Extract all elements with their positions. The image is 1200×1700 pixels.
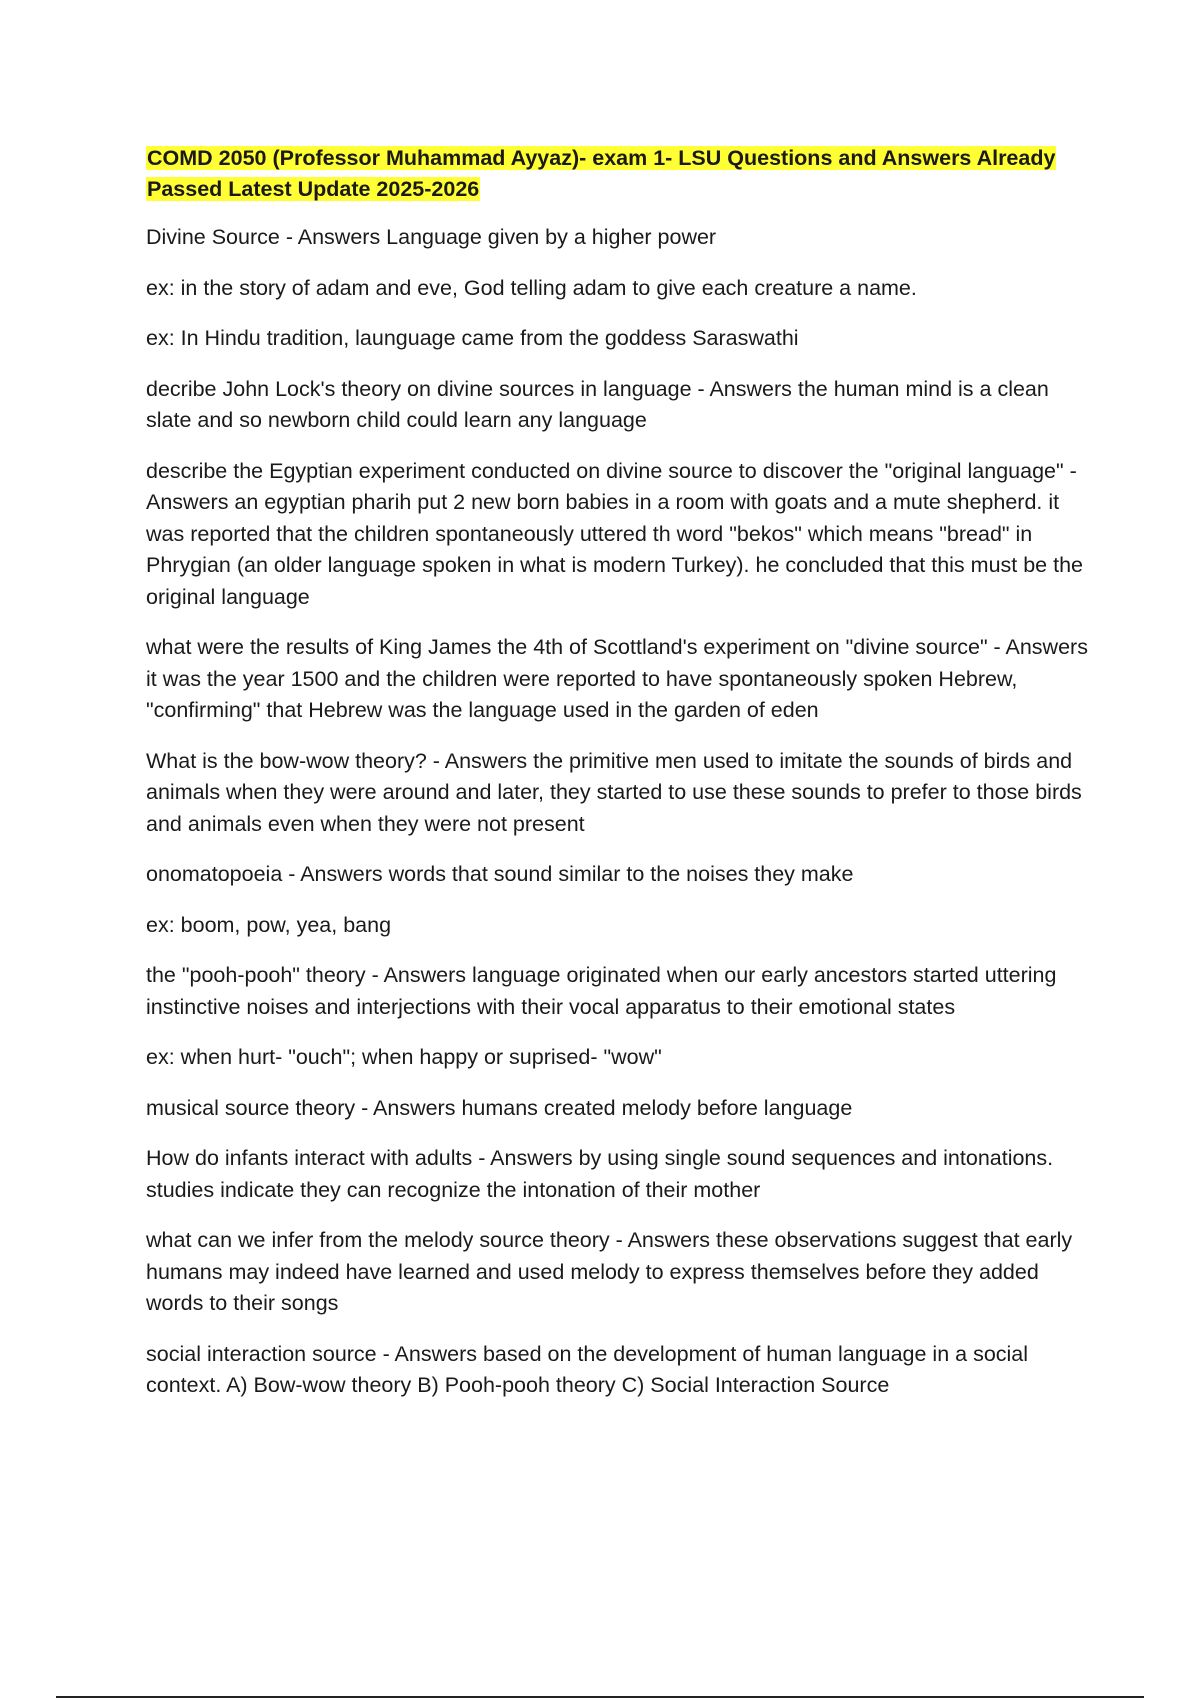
paragraph-divine-source: Divine Source - Answers Language given by a higher power (146, 225, 717, 249)
paragraph-egyptian-experiment: describe the Egyptian experiment conducted on divine source to discover the "original language" - Answers an egyptian pharih put 2 new born babies in a room with goats and a mute shepherd. it was reported that the children spontaneously uttered th word "bekos" which means "bread" in Phrygian (an older language spoken in what is modern Turkey). he concluded that this must be the original language (146, 458, 1083, 609)
paragraph-infants: How do infants interact with adults - Answers by using single sound sequences and intonations. studies indicate they can recognize the intonation of their mother (146, 1146, 1054, 1202)
paragraph-onomatopoeia-example: ex: boom, pow, yea, bang (146, 912, 392, 937)
paragraph-bow-wow: What is the bow-wow theory? - Answers the primitive men used to imitate the sounds of birds and animals when they were around and later, they started to use these sounds to prefer to those birds and animals even when they were not present (146, 748, 1082, 836)
paragraph-musical-source: musical source theory - Answers humans created melody before language (146, 1095, 853, 1120)
paragraph-social-interaction: social interaction source - Answers based on the development of human language in a social context. A) Bow-wow theory B) Pooh-pooh theory C) Social Interaction Source (146, 1341, 1029, 1397)
paragraph-hindu-example: ex: In Hindu tradition, launguage came from the goddess Saraswathi (146, 326, 799, 350)
paragraph-king-james: what were the results of King James the 4th of Scottland's experiment on "divine source" - Answers it was the year 1500 and the children were reported to have spontaneously spoken Hebrew, "confirming" that Hebrew was the language used in the garden of eden (146, 635, 1088, 722)
paragraph-adam-eve-example: ex: in the story of adam and eve, God telling adam to give each creature a name. (146, 275, 917, 300)
paragraph-onomatopoeia: onomatopoeia - Answers words that sound similar to the noises they make (146, 862, 854, 886)
paragraph-melody-inference: what can we infer from the melody source theory - Answers these observations suggest that early humans may indeed have learned and used melody to express themselves before they added words to their songs (146, 1228, 1073, 1315)
document-title (146, 143, 1096, 205)
footer-divider (56, 1696, 1144, 1698)
paragraph-john-lock: decribe John Lock's theory on divine sources in language - Answers the human mind is a clean slate and so newborn child could learn any language (146, 376, 1049, 432)
document-body (146, 143, 1096, 1421)
paragraph-pooh-pooh-example: ex: when hurt- "ouch"; when happy or suprised- "wow" (146, 1045, 662, 1069)
paragraph-pooh-pooh: the "pooh-pooh" theory - Answers language originated when our early ancestors started uttering instinctive noises and interjections with their vocal apparatus to their emotional states (146, 963, 1057, 1019)
document-title-text: COMD 2050 (Professor Muhammad Ayyaz)- exam 1- LSU Questions and Answers Already Passed Latest Update 2025-2026 (147, 146, 1056, 201)
